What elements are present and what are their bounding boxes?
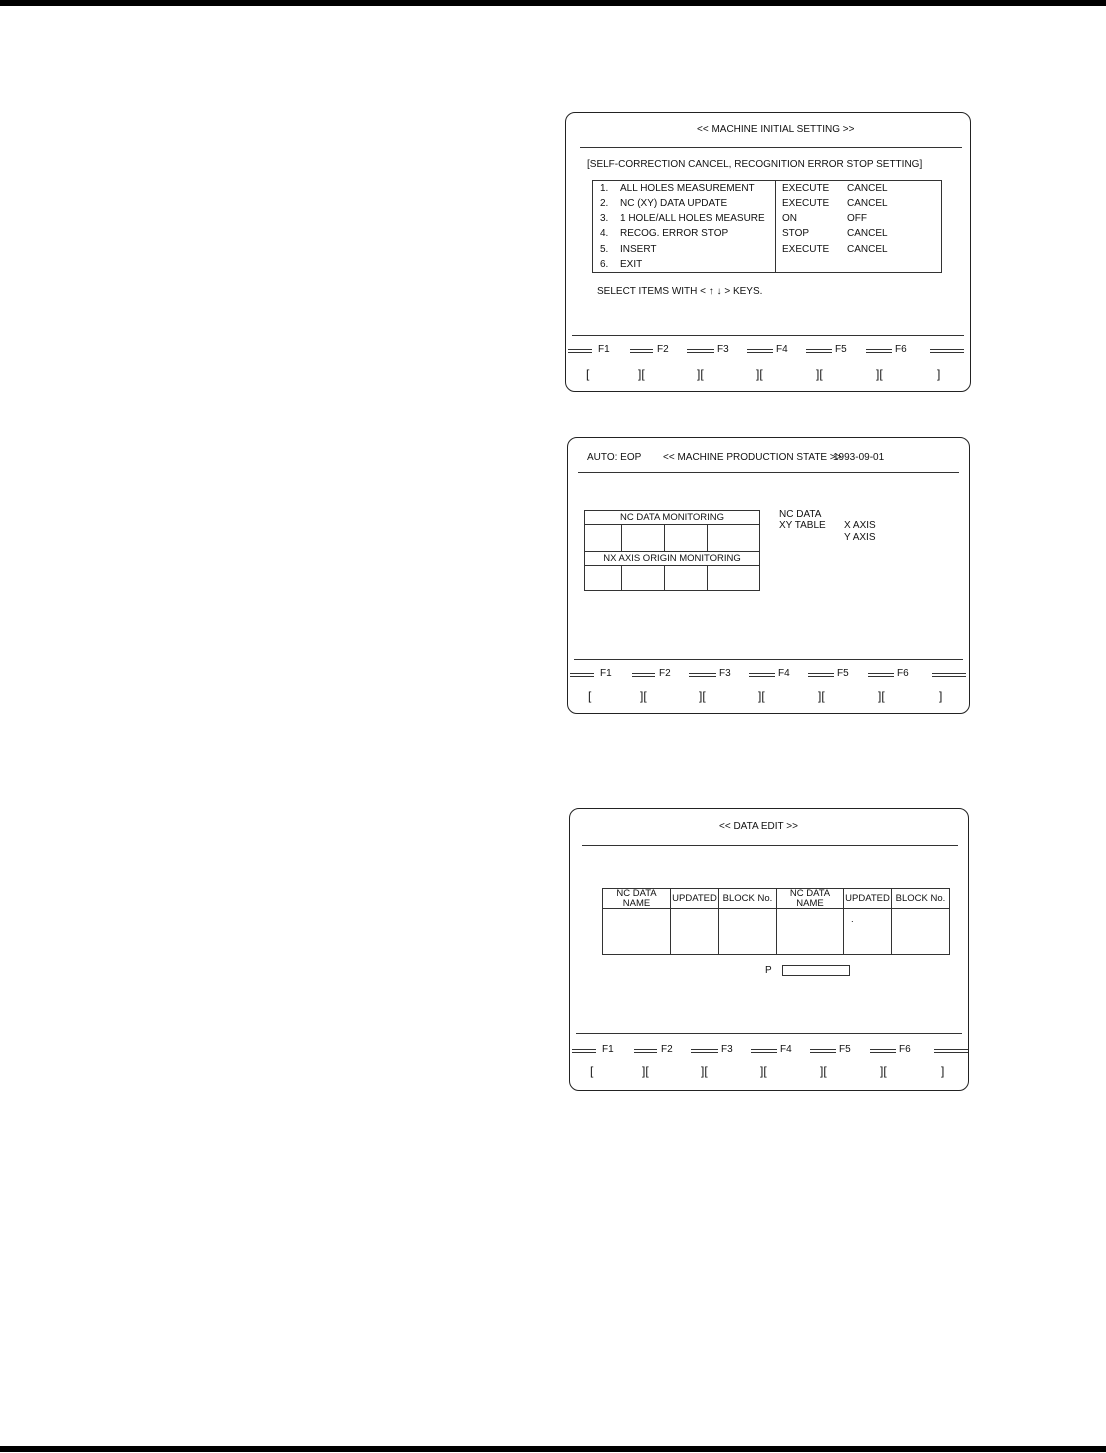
- origin-monitor-cell: [708, 566, 760, 591]
- table-cell[interactable]: [603, 909, 671, 955]
- fkey-4-label[interactable]: F4: [780, 1044, 792, 1055]
- fkey-2-label[interactable]: F2: [657, 344, 669, 355]
- fkey-divider-line: [930, 349, 964, 353]
- fkey-divider-line: [751, 1049, 777, 1053]
- origin-monitor-cell: [665, 566, 708, 591]
- xy-table-label: XY TABLE: [779, 520, 826, 531]
- option-on[interactable]: ON: [782, 213, 797, 224]
- column-header: BLOCK No.: [892, 889, 950, 909]
- column-header: NC DATA NAME: [777, 889, 844, 909]
- fkey-divider-line: [568, 349, 592, 353]
- menu-item-label: EXIT: [620, 259, 643, 270]
- column-header: UPDATED: [671, 889, 719, 909]
- close-bracket: ]: [941, 1064, 945, 1078]
- x-axis-label: X AXIS: [844, 520, 876, 531]
- fkey-slot-bracket: ][: [876, 367, 883, 381]
- settings-subtitle: [SELF-CORRECTION CANCEL, RECOGNITION ERROR STOP SETTING]: [587, 159, 923, 170]
- table-cell[interactable]: [777, 909, 844, 955]
- fkey-3-label[interactable]: F3: [719, 668, 731, 679]
- menu-item-label: INSERT: [620, 244, 657, 255]
- option-cancel[interactable]: CANCEL: [847, 198, 888, 209]
- function-key-row: [566, 344, 970, 355]
- fkey-slot-bracket: ][: [758, 689, 765, 703]
- fkey-1-label[interactable]: F1: [602, 1044, 614, 1055]
- fkey-divider-line: [687, 349, 714, 353]
- fkey-slot-bracket: ][: [701, 1064, 708, 1078]
- fkey-slot-bracket: ][: [816, 367, 823, 381]
- menu-item-label: ALL HOLES MEASUREMENT: [620, 183, 755, 194]
- column-header: NC DATA NAME: [603, 889, 671, 909]
- fkey-6-label[interactable]: F6: [895, 344, 907, 355]
- fkey-divider-line: [868, 673, 894, 677]
- origin-monitoring-title: NX AXIS ORIGIN MONITORING: [585, 552, 760, 566]
- fkey-divider-line: [934, 1049, 968, 1053]
- fkey-slot-bracket: ][: [878, 689, 885, 703]
- fkey-divider-line: [570, 673, 594, 677]
- fkey-divider-line: [634, 1049, 657, 1053]
- menu-item-label: RECOG. ERROR STOP: [620, 228, 729, 239]
- function-key-row: [570, 1044, 968, 1055]
- option-off[interactable]: OFF: [847, 213, 867, 224]
- fkey-3-label[interactable]: F3: [717, 344, 729, 355]
- cell-mark: .: [851, 914, 854, 925]
- fkey-divider-line: [932, 673, 966, 677]
- fkey-slot-bracket: ][: [760, 1064, 767, 1078]
- screen-title: << MACHINE INITIAL SETTING >>: [697, 124, 855, 135]
- title-divider: [582, 845, 958, 846]
- y-axis-label: Y AXIS: [844, 532, 876, 543]
- fkey-6-label[interactable]: F6: [897, 668, 909, 679]
- option-cancel[interactable]: CANCEL: [847, 183, 888, 194]
- fkey-divider-line: [810, 1049, 836, 1053]
- menu-item-number: 3.: [600, 213, 609, 224]
- nc-data-monitoring-table: [584, 510, 760, 591]
- screen-title: << MACHINE PRODUCTION STATE >>: [663, 452, 842, 463]
- fkey-slot-bracket: ][: [699, 689, 706, 703]
- table-cell[interactable]: [892, 909, 950, 955]
- fkey-5-label[interactable]: F5: [839, 1044, 851, 1055]
- close-bracket: ]: [939, 689, 943, 703]
- menu-item-number: 2.: [600, 198, 609, 209]
- column-header: UPDATED: [844, 889, 892, 909]
- menu-item-number: 6.: [600, 259, 609, 270]
- p-input-field[interactable]: [782, 965, 850, 976]
- nc-data-monitor-cell: [665, 525, 708, 552]
- p-label: P: [765, 965, 772, 976]
- option-execute[interactable]: EXECUTE: [782, 183, 830, 194]
- fkey-2-label[interactable]: F2: [659, 668, 671, 679]
- function-key-row: [568, 668, 969, 679]
- fkey-divider-line: [572, 1049, 596, 1053]
- top-rule: [0, 0, 1106, 6]
- menu-item-number: 5.: [600, 244, 609, 255]
- fkey-1-label[interactable]: F1: [598, 344, 610, 355]
- title-divider: [578, 472, 959, 473]
- date-display: 1993-09-01: [833, 452, 885, 463]
- fkey-divider-line: [749, 673, 775, 677]
- fkey-5-label[interactable]: F5: [835, 344, 847, 355]
- fkey-divider-line: [632, 673, 655, 677]
- title-divider: [580, 147, 962, 148]
- fkey-slot-bracket: ][: [638, 367, 645, 381]
- table-cell[interactable]: [719, 909, 777, 955]
- fkey-5-label[interactable]: F5: [837, 668, 849, 679]
- settings-menu: [592, 180, 942, 273]
- fkey-separator: [574, 659, 963, 660]
- origin-monitor-cell: [622, 566, 665, 591]
- nc-data-monitoring-title: NC DATA MONITORING: [585, 511, 760, 525]
- close-bracket: ]: [937, 367, 941, 381]
- nc-data-monitor-cell: [585, 525, 622, 552]
- fkey-6-label[interactable]: F6: [899, 1044, 911, 1055]
- option-cancel[interactable]: CANCEL: [847, 228, 888, 239]
- column-header: BLOCK No.: [719, 889, 777, 909]
- table-cell[interactable]: [844, 909, 892, 955]
- open-bracket: [: [586, 367, 590, 381]
- fkey-divider-line: [689, 673, 716, 677]
- menu-item-label: NC (XY) DATA UPDATE: [620, 198, 728, 209]
- fkey-slot-bracket: ][: [697, 367, 704, 381]
- fkey-3-label[interactable]: F3: [721, 1044, 733, 1055]
- table-cell[interactable]: [671, 909, 719, 955]
- fkey-slot-bracket: ][: [756, 367, 763, 381]
- option-execute[interactable]: EXECUTE: [782, 244, 830, 255]
- open-bracket: [: [590, 1064, 594, 1078]
- menu-item-number: 1.: [600, 183, 609, 194]
- option-cancel[interactable]: CANCEL: [847, 244, 888, 255]
- machine-initial-setting-screen: [565, 112, 971, 392]
- fkey-4-label[interactable]: F4: [776, 344, 788, 355]
- fkey-slot-bracket: ][: [640, 689, 647, 703]
- fkey-separator: [572, 335, 964, 336]
- open-bracket: [: [588, 689, 592, 703]
- fkey-slot-bracket: ][: [880, 1064, 887, 1078]
- fkey-slot-bracket: ][: [642, 1064, 649, 1078]
- origin-monitor-cell: [585, 566, 622, 591]
- bottom-rule: [0, 1446, 1106, 1452]
- fkey-4-label[interactable]: F4: [778, 668, 790, 679]
- fkey-divider-line: [806, 349, 832, 353]
- menu-item-number: 4.: [600, 228, 609, 239]
- fkey-1-label[interactable]: F1: [600, 668, 612, 679]
- fkey-divider-line: [866, 349, 892, 353]
- fkey-slot-bracket: ][: [818, 689, 825, 703]
- data-edit-screen: [569, 808, 969, 1091]
- fkey-divider-line: [870, 1049, 896, 1053]
- selection-hint: SELECT ITEMS WITH < ↑ ↓ > KEYS.: [597, 286, 763, 297]
- screen-title: << DATA EDIT >>: [719, 821, 798, 832]
- fkey-2-label[interactable]: F2: [661, 1044, 673, 1055]
- fkey-divider-line: [747, 349, 773, 353]
- option-execute[interactable]: EXECUTE: [782, 198, 830, 209]
- machine-production-state-screen: [567, 437, 970, 714]
- nc-data-monitor-cell: [622, 525, 665, 552]
- option-stop[interactable]: STOP: [782, 228, 810, 239]
- nc-data-label: NC DATA: [779, 509, 822, 520]
- nc-data-edit-table: [602, 888, 950, 955]
- fkey-separator: [576, 1033, 962, 1034]
- fkey-slot-bracket: ][: [820, 1064, 827, 1078]
- fkey-divider-line: [691, 1049, 718, 1053]
- auto-status: AUTO: EOP: [587, 452, 642, 463]
- fkey-divider-line: [808, 673, 834, 677]
- fkey-divider-line: [630, 349, 653, 353]
- menu-column-divider: [775, 181, 776, 272]
- nc-data-monitor-cell: [708, 525, 760, 552]
- menu-item-label: 1 HOLE/ALL HOLES MEASURE: [620, 213, 765, 224]
